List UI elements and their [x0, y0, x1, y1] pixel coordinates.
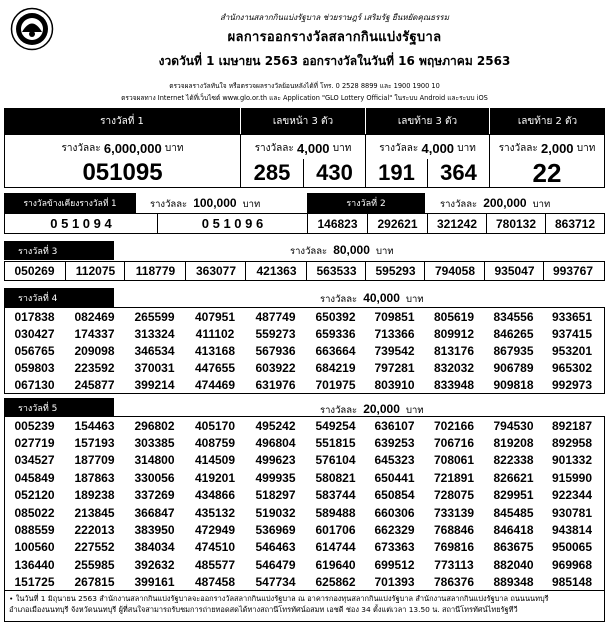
- fourth-number: 834556: [493, 309, 534, 324]
- fifth-prize-header: [4, 398, 114, 417]
- fourth-number: 245877: [74, 378, 115, 393]
- footer-note: [4, 591, 605, 622]
- fifth-number: 383950: [134, 523, 175, 538]
- fifth-number: 536969: [255, 523, 296, 538]
- fourth-number: 487749: [255, 309, 296, 324]
- footer-line-2: อำเภอเมืองนนทบุรี จังหวัดนนทบุรี ผู้ที่สนใจสามารถรับชมการถ่ายทอดสดได้ทางสถานีโทรทัศน์อสมท เอชดี ช่อง 34 ตั้งแต่เวลา 13.50 น. สถานีโทรทัศน์ไทยรัฐทีวี: [9, 605, 518, 614]
- fifth-prize-label: รางวัลที่ 5: [18, 403, 58, 414]
- fifth-number: 408759: [194, 436, 236, 451]
- baht-unit: บาท: [576, 142, 596, 154]
- fourth-number: 059803: [14, 361, 55, 376]
- fourth-number: 567936: [255, 343, 296, 358]
- fourth-number: 713366: [374, 326, 415, 341]
- fourth-number: 603922: [255, 361, 296, 376]
- fourth-number: 399214: [134, 378, 175, 393]
- fifth-number: 863675: [493, 540, 534, 555]
- baht-unit: บาท: [532, 199, 551, 210]
- fourth-prize-amount-line: [320, 291, 424, 307]
- fifth-number: 901332: [551, 453, 593, 468]
- fifth-number: 546463: [255, 540, 296, 555]
- fifth-prize-amount: 20,000: [363, 402, 400, 416]
- fifth-number: 045849: [14, 470, 55, 485]
- fifth-number: 551815: [315, 436, 356, 451]
- baht-unit: บาท: [405, 405, 424, 416]
- fifth-number: 419201: [194, 470, 236, 485]
- prize-prefix: รางวัลละ: [254, 142, 294, 154]
- fifth-number: 366847: [134, 505, 175, 520]
- fifth-number: 819208: [493, 436, 534, 451]
- fifth-number: 922344: [551, 488, 593, 503]
- fifth-number: 399161: [134, 575, 175, 590]
- fifth-number: 496804: [255, 436, 296, 451]
- fifth-row: [4, 417, 601, 434]
- last2-label: เลขท้าย 2 ตัว: [489, 108, 605, 134]
- fifth-number: 915990: [551, 470, 593, 485]
- fourth-number: 265599: [134, 309, 175, 324]
- fifth-number: 846418: [493, 523, 534, 538]
- fourth-row: [4, 308, 601, 325]
- fifth-number: 728075: [433, 488, 475, 503]
- last3-amount-line: [366, 137, 489, 159]
- fourth-number: 223592: [74, 361, 115, 376]
- baht-unit: บาท: [242, 199, 261, 210]
- fifth-number: 296802: [134, 418, 175, 433]
- baht-unit: บาท: [164, 142, 184, 154]
- last3-number-2: 364: [427, 159, 489, 187]
- fifth-number: 151725: [14, 575, 55, 590]
- phone-check-note: ตรวจผลรางวัลทันใจ หรือตรวจผลรางวัลย้อนหลังได้ที่ โทร. 0 2528 8899 และ 1900 1900 10: [169, 82, 440, 90]
- third-prize-label: รางวัลที่ 3: [18, 246, 58, 257]
- first-prize-box: [4, 134, 241, 188]
- fifth-number: 969968: [551, 557, 593, 572]
- second-prize-amount-line: [440, 196, 550, 212]
- second-number: 146823: [317, 216, 358, 231]
- third-row: [4, 261, 601, 281]
- fourth-number: 650392: [315, 309, 356, 324]
- fifth-number: 614744: [315, 540, 356, 555]
- fifth-number: 583744: [315, 488, 356, 503]
- third-number: 935047: [484, 261, 544, 281]
- fifth-number: 773113: [434, 557, 474, 572]
- fourth-number: 846265: [493, 326, 534, 341]
- second-number: 780132: [486, 214, 545, 233]
- first3-number-1: 285: [253, 160, 291, 185]
- fifth-number: 027719: [14, 436, 55, 451]
- fourth-number: 832032: [433, 361, 475, 376]
- fourth-number: 030427: [14, 326, 55, 341]
- fifth-number: 392632: [134, 557, 175, 572]
- fifth-row: [4, 556, 601, 573]
- baht-unit: บาท: [375, 246, 394, 257]
- fifth-number: 822338: [493, 453, 534, 468]
- third-number: 050269: [14, 264, 55, 278]
- fourth-row: [4, 342, 601, 359]
- first3-box: [240, 134, 366, 188]
- second-prize-amount: 200,000: [483, 196, 527, 210]
- fifth-row: [4, 452, 601, 469]
- third-number: 794058: [424, 261, 485, 281]
- prize-prefix: รางวัลละ: [320, 405, 358, 416]
- fifth-number: 405170: [194, 418, 236, 433]
- third-number: 118779: [124, 261, 186, 281]
- fourth-prize-header: [4, 288, 114, 307]
- first3-amount: 4,000: [297, 140, 330, 156]
- third-number: 112075: [65, 261, 125, 281]
- prize-prefix: รางวัลละ: [379, 142, 419, 154]
- fourth-row: [4, 325, 601, 342]
- baht-unit: บาท: [405, 294, 424, 305]
- fifth-number: 485577: [194, 557, 236, 572]
- fifth-number: 303385: [134, 436, 175, 451]
- fourth-number: 833948: [433, 378, 475, 393]
- fifth-number: 187863: [74, 470, 115, 485]
- fourth-number: 797281: [374, 361, 415, 376]
- fourth-number: 909818: [493, 378, 534, 393]
- fifth-number: 227552: [74, 540, 115, 555]
- fifth-number: 034527: [14, 453, 55, 468]
- fourth-number: 709851: [374, 309, 415, 324]
- prize-prefix: รางวัลละ: [61, 142, 101, 154]
- fifth-row: [4, 487, 601, 504]
- fourth-number: 411102: [195, 326, 235, 341]
- fifth-number: 701393: [374, 575, 415, 590]
- fifth-number: 487458: [194, 575, 236, 590]
- fifth-number: 829951: [493, 488, 534, 503]
- third-prize-grid: [4, 261, 601, 281]
- first-prize-amount-line: [5, 137, 240, 159]
- fifth-number: 434866: [194, 488, 236, 503]
- fifth-number: 639253: [374, 436, 415, 451]
- third-number: 421363: [245, 261, 307, 281]
- fifth-number: 985148: [551, 575, 593, 590]
- fifth-number: 474510: [194, 540, 236, 555]
- fourth-number: 082469: [74, 309, 115, 324]
- fifth-number: 892187: [551, 418, 593, 433]
- fifth-number: 660306: [374, 505, 415, 520]
- fourth-number: 933651: [551, 309, 593, 324]
- fourth-number: 663664: [315, 343, 356, 358]
- fifth-row: [4, 521, 601, 538]
- first-prize-amount: 6,000,000: [103, 140, 162, 156]
- second-number: 863712: [545, 214, 604, 233]
- fifth-number: 769816: [433, 540, 475, 555]
- fifth-number: 546479: [255, 557, 296, 572]
- third-prize-amount: 80,000: [333, 243, 370, 257]
- fourth-number: 056765: [14, 343, 55, 358]
- last2-box: [489, 134, 605, 188]
- fifth-number: 845485: [493, 505, 534, 520]
- first3-amount-line: [241, 137, 365, 159]
- fourth-number: 631976: [255, 378, 296, 393]
- fourth-number: 067130: [14, 378, 55, 393]
- fifth-number: 088559: [14, 523, 55, 538]
- fifth-number: 794530: [493, 418, 534, 433]
- fifth-number: 472949: [194, 523, 236, 538]
- fourth-number: 937415: [551, 326, 593, 341]
- fifth-row: [4, 434, 601, 451]
- fifth-number: 733139: [433, 505, 475, 520]
- baht-unit: บาท: [332, 142, 352, 154]
- fifth-number: 157193: [74, 436, 115, 451]
- prize-prefix: รางวัลละ: [150, 199, 188, 210]
- fourth-number: 313324: [134, 326, 175, 341]
- fourth-prize-label: รางวัลที่ 4: [18, 293, 58, 304]
- fifth-number: 650854: [374, 488, 415, 503]
- fifth-number: 706716: [433, 436, 475, 451]
- first-prize-label: รางวัลที่ 1: [100, 115, 144, 127]
- near-prize-amount: 100,000: [193, 196, 237, 210]
- fifth-number: 187709: [74, 453, 115, 468]
- fifth-number: 414509: [194, 453, 236, 468]
- near-number-1: 0 5 1 0 9 4: [50, 216, 112, 231]
- last3-amount: 4,000: [421, 140, 455, 156]
- fourth-number: 867935: [493, 343, 534, 358]
- fifth-number: 580821: [315, 470, 356, 485]
- last3-label: เลขท้าย 3 ตัว: [365, 108, 489, 134]
- top-prize-header: [4, 108, 605, 134]
- fourth-number: 684219: [315, 361, 356, 376]
- third-number: 563533: [306, 261, 366, 281]
- fifth-number: 518297: [255, 488, 296, 503]
- fourth-number: 739542: [374, 343, 415, 358]
- first3-label: เลขหน้า 3 ตัว: [240, 108, 365, 134]
- fifth-prize-grid: [4, 417, 601, 591]
- fifth-number: 330056: [134, 470, 175, 485]
- fifth-number: 721891: [433, 470, 475, 485]
- fifth-number: 950065: [551, 540, 593, 555]
- fifth-number: 100560: [14, 540, 55, 555]
- glo-emblem-icon: [10, 7, 54, 51]
- third-number: 993767: [543, 261, 602, 281]
- last3-box: [365, 134, 490, 188]
- fourth-prize-amount: 40,000: [363, 291, 400, 305]
- fifth-row: [4, 469, 601, 486]
- prize-prefix: รางวัลละ: [440, 199, 478, 210]
- fourth-number: 803910: [374, 378, 415, 393]
- fourth-number: 447655: [194, 361, 236, 376]
- fifth-number: 786376: [433, 575, 475, 590]
- third-number: 363077: [185, 261, 246, 281]
- fourth-number: 992973: [551, 378, 593, 393]
- second-prize-label: รางวัลที่ 2: [346, 199, 386, 209]
- third-number: 595293: [365, 261, 425, 281]
- fourth-number: 953201: [551, 343, 593, 358]
- fifth-number: 495242: [255, 418, 296, 433]
- header-subtitle: สำนักงานสลากกินแบ่งรัฐบาล ช่วยราษฎร์ เสริมรัฐ ยืนหยัดคุณธรรม: [219, 13, 449, 22]
- last2-number: 22: [532, 157, 562, 188]
- fifth-number: 699512: [374, 557, 415, 572]
- fifth-number: 662329: [374, 523, 415, 538]
- fifth-number: 892958: [551, 436, 593, 451]
- fourth-number: 474469: [194, 378, 236, 393]
- second-prize-header: [307, 193, 425, 213]
- fifth-number: 636107: [374, 418, 415, 433]
- fifth-number: 768846: [433, 523, 475, 538]
- fourth-number: 805619: [433, 309, 475, 324]
- fifth-number: 673363: [374, 540, 415, 555]
- prize-prefix: รางวัลละ: [290, 246, 328, 257]
- fifth-number: 645323: [374, 453, 415, 468]
- fifth-number: 154463: [74, 418, 115, 433]
- fourth-number: 813176: [433, 343, 475, 358]
- fifth-number: 549254: [315, 418, 356, 433]
- fourth-number: 965302: [551, 361, 593, 376]
- fifth-number: 213845: [74, 505, 115, 520]
- prize-prefix: รางวัลละ: [320, 294, 358, 305]
- near-prize-header: [4, 193, 136, 213]
- internet-check-note: ตรวจผลทาง Internet ได้ที่เว็บไซต์ www.glo.or.th และ Application "GLO Lottery Official" ในระบบ Android และระบบ iOS: [121, 94, 488, 102]
- second-number: 321242: [427, 214, 486, 233]
- prize-prefix: รางวัลละ: [498, 142, 538, 154]
- fifth-number: 085022: [14, 505, 55, 520]
- fourth-number: 407951: [194, 309, 236, 324]
- fifth-number: 708061: [433, 453, 475, 468]
- fifth-number: 625862: [315, 575, 356, 590]
- baht-unit: บาท: [457, 142, 476, 154]
- fifth-number: 384034: [134, 540, 175, 555]
- fifth-number: 702166: [433, 418, 475, 433]
- near-prize-label: รางวัลข้างเคียงรางวัลที่ 1: [23, 199, 117, 209]
- fifth-number: 601706: [315, 523, 356, 538]
- fifth-number: 930781: [551, 505, 593, 520]
- fifth-number: 337269: [134, 488, 175, 503]
- fifth-number: 255985: [74, 557, 115, 572]
- fifth-number: 519032: [255, 505, 296, 520]
- fifth-number: 882040: [493, 557, 534, 572]
- fifth-row: [4, 539, 601, 556]
- near-prize-amount-line: [150, 196, 260, 212]
- fourth-number: 346534: [134, 343, 175, 358]
- fifth-number: 267815: [74, 575, 115, 590]
- last2-amount-line: [490, 137, 604, 159]
- fifth-number: 499623: [255, 453, 296, 468]
- fourth-number: 701975: [315, 378, 356, 393]
- fifth-number: 189238: [74, 488, 115, 503]
- fifth-number: 222013: [74, 523, 115, 538]
- second-numbers-box: [307, 213, 605, 234]
- first-prize-number: 051095: [82, 159, 163, 186]
- fourth-prize-grid: [4, 308, 601, 394]
- fifth-number: 314800: [134, 453, 175, 468]
- fifth-number: 005239: [14, 418, 55, 433]
- footer-line-1: • ในวันที่ 1 มิถุนายน 2563 สำนักงานสลากกินแบ่งรัฐบาลจะออกรางวัลสลากกินแบ่งรัฐบาล ณ อาคารกองทุนสลากกินแบ่งรัฐบาล สำนักงานสลากกินแบ่งรัฐบาล ถนนนนทบุรี: [9, 594, 549, 603]
- fifth-number: 435132: [194, 505, 236, 520]
- fifth-number: 547734: [255, 575, 296, 590]
- fourth-number: 370031: [134, 361, 175, 376]
- fourth-number: 559273: [255, 326, 296, 341]
- fifth-number: 576104: [315, 453, 356, 468]
- third-prize-header: [4, 241, 114, 260]
- fifth-row: [4, 574, 601, 591]
- first3-number-2: 430: [303, 159, 365, 187]
- fifth-number: 943814: [551, 523, 593, 538]
- fourth-number: 413168: [194, 343, 236, 358]
- third-prize-amount-line: [290, 243, 394, 259]
- fourth-row: [4, 377, 601, 394]
- fourth-number: 906789: [493, 361, 534, 376]
- fourth-number: 209098: [74, 343, 115, 358]
- fourth-number: 659336: [315, 326, 356, 341]
- fifth-number: 889348: [493, 575, 534, 590]
- last2-amount: 2,000: [541, 140, 574, 156]
- fifth-number: 589488: [315, 505, 356, 520]
- last3-number-1: 191: [378, 160, 415, 185]
- second-number: 292621: [367, 214, 427, 233]
- fourth-number: 809912: [433, 326, 475, 341]
- near-numbers-box: [4, 213, 308, 234]
- fifth-number: 650441: [374, 470, 415, 485]
- fourth-number: 174337: [74, 326, 115, 341]
- fifth-number: 499935: [255, 470, 296, 485]
- page-title: ผลการออกรางวัลสลากกินแบ่งรัฐบาล: [227, 30, 442, 45]
- fourth-row: [4, 360, 601, 377]
- fifth-number: 136440: [14, 557, 55, 572]
- fifth-number: 052120: [14, 488, 55, 503]
- fourth-number: 017838: [14, 309, 55, 324]
- draw-date: งวดวันที่ 1 เมษายน 2563 ออกรางวัลในวันที่ 16 พฤษภาคม 2563: [158, 54, 511, 68]
- fifth-row: [4, 504, 601, 521]
- fifth-number: 619640: [315, 557, 356, 572]
- near-number-2: 0 5 1 0 9 6: [157, 214, 307, 233]
- fifth-number: 826621: [493, 470, 534, 485]
